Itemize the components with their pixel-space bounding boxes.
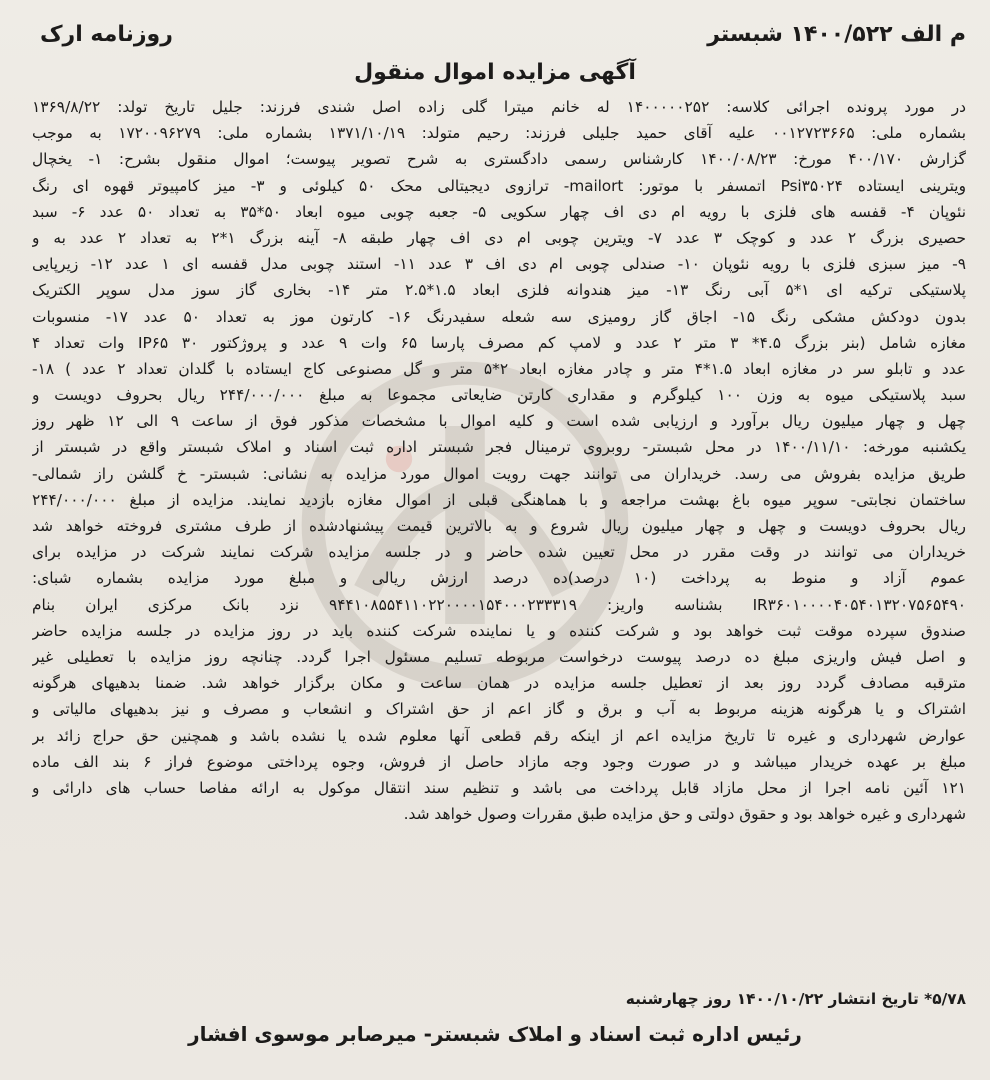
publish-date: ۵/۷۸* تاریخ انتشار ۱۴۰۰/۱۰/۲۲ روز چهارشنبه <box>625 990 966 1008</box>
body-line: اشتراک و یا هرگونه هزینه مربوط به آب و برق و گاز اعم از حق اشتراک و انشعاب و مصرف و نیز بدهیهای مالیاتی و <box>32 700 966 719</box>
newspaper-name: روزنامه ارک <box>40 22 173 47</box>
body-line: عموم آزاد و منوط به پرداخت (۱۰ درصد)ده درصد ارزش ریالی و مبلغ مورد مزایده بشماره شبای: <box>32 569 966 588</box>
body-line: و اصل فیش واریزی مبلغ ده درصد پیوست درخواست مربوطه تسلیم مسئول اجرا گردد. چنانچه روز مزایده با تعطیلی غیر <box>32 647 966 666</box>
body-line: مبلغ بر عهده خریدار میباشد و در صورت وجود وجه مازاد حاصل از فروش، وجوه پرداختی موضوع فراز ۶ بند الف ماده <box>32 752 966 771</box>
body-line: بدون دودکش مشکی رنگ ۱۵- اجاق گاز رومیزی سه شعله سفیدرنگ ۱۶- کارتون موز به تعداد ۵۰ عدد ۱۷- منسوبات <box>32 307 966 326</box>
body-line: بشماره ملی: ۰۰۱۲۷۲۳۶۶۵ علیه آقای حمید جلیلی فرزند: رحیم متولد: ۱۳۷۱/۱۰/۱۹ بشماره ملی: ۱۷۲۰۰۹۶۲۷۹ به موجب <box>32 124 966 143</box>
body-line: نئوپان ۴- قفسه های فلزی با رویه ام دی اف چهار سکویی ۵- جعبه چوبی میوه ابعاد ۵۰*۳۵ به تعداد ۵۰ عدد ۶- سبد <box>32 202 966 221</box>
notice-reference: م الف ۱۴۰۰/۵۲۲ شبستر <box>707 22 966 47</box>
body-line: ۹- میز سبزی فلزی با رویه نئوپان ۱۰- صندلی چوبی ام دی اف ۳ عدد ۱۱- استند چوبی مدل قفسه ای ۱ عدد ۱۲- زیرپایی <box>32 255 966 274</box>
body-line: حصیری بزرگ ۲ عدد و کوچک ۳ عدد ۷- ویترین چوبی ام دی اف چهار طبقه ۸- آینه بزرگ ۱*۲ به تعداد ۲ عدد به و <box>32 228 966 247</box>
body-line: مغازه شامل (بنر بزرگ ۴.۵* ۳ متر ۲ عدد و لامپ کم مصرف پارسا ۶۵ وات ۹ عدد و پروژکتور IP۶۵ ۳۰ وات تعداد ۴ <box>32 333 966 352</box>
body-line: سبد پلاستیکی میوه به وزن ۱۰۰ کیلوگرم و مقداری کارتن ضایعاتی مجموعا به مبلغ ۲۴۴/۰۰۰/۰۰۰ ریال بحروف دویست و <box>32 386 966 405</box>
body-line: یکشنبه مورخه: ۱۴۰۰/۱۱/۱۰ در محل شبستر- روبروی ترمینال فجر شبستر اداره ثبت اسناد و املاک شبستر واقع در شبستر از <box>32 438 966 457</box>
notice-title: آگهی مزایده اموال منقول <box>354 60 636 85</box>
body-line: چهل و چهار میلیون ریال برآورد و ارزیابی شده است و کلیه اموال با مشخصات مذکور فوق از ساعت ۹ الی ۱۲ ظهر روز <box>32 412 966 431</box>
body-line: ویترینی ایستاده Psi۳۵۰۲۴ اتمسفر با موتور: mailort- ترازوی دیجیتالی محک ۵۰ کیلوئی و ۳- میز کامپیوتر قهوه ای رنگ <box>32 176 966 195</box>
signature-line: رئیس اداره ثبت اسناد و املاک شبستر- میرصابر موسوی افشار <box>188 1022 802 1046</box>
body-line: شهرداری و غیره خواهد بود و حقوق دولتی و حق مزایده طبق مقررات وصول خواهد شد. <box>403 805 966 824</box>
body-line: خریداران می توانند در وقت مقرر در محل تعیین شده حاضر و در جلسه مزایده شرکت نمایند شرکت در مزایده برای <box>32 543 966 562</box>
body-line: عوارض شهرداری و غیره تا تاریخ مزایده اعم از اینکه رقم قطعی آنها معلوم شده یا نشده باشد و همچنین حق حراج زائد بر <box>32 726 966 745</box>
page-header <box>0 16 990 56</box>
body-line: ۱۲۱ آئین نامه اجرا از محل مازاد قابل پرداخت می باشد و تنظیم سند انتقال موکول به ارائه مفاصا حساب های دارائی و <box>32 778 966 797</box>
body-line: عدد و تابلو سر در مغازه ابعاد ۱.۵*۴ متر و چادر مغازه ابعاد ۲*۵ متر و گل مصنوعی کاج ایستاده با گلدان تعداد ۲ عدد ) ۱۸- <box>32 359 966 378</box>
body-line: پلاستیکی ترکیه ای ۱*۵ آبی رنگ ۱۳- میز هندوانه فلزی ابعاد ۱.۵*۲.۵ متر ۱۴- بخاری گاز سوز مدل سوپر الکتریک <box>32 281 966 300</box>
body-line: صندوق سپرده موقت ثبت خواهد بود و شرکت کننده و یا نماینده شرکت کننده باید در روز مزایده در جلسه مزایده حاضر <box>32 621 966 640</box>
notice-body <box>32 94 966 827</box>
body-line: در مورد پرونده اجرائی کلاسه: ۱۴۰۰۰۰۰۲۵۲ له خانم میترا گلی زاده اصل شندی فرزند: جلیل تاریخ تولد: ۱۳۶۹/۸/۲۲ <box>32 98 966 116</box>
body-line: ریال بحروف دویست و چهل و چهار میلیون ریال شروع و به بالاترین قیمت پیشنهادشده از طرف مشتری فروخته خواهد شد <box>32 517 966 535</box>
body-line: طریق مزایده بفروش می رسد. خریداران می توانند جهت رویت اموال مورد مزایده به نشانی: شبستر- خ گلشن راز شمالی- <box>32 464 966 483</box>
body-line: ساختمان نجابتی- سوپر میوه باغ بهشت مراجعه و با هماهنگی قبلی از اموال مغازه بازدید نمایند. مزایده از مبلغ ۲۴۴/۰۰۰/۰۰۰ <box>32 490 966 509</box>
body-line: IR۳۶۰۱۰۰۰۰۴۰۵۴۰۱۳۲۰۷۵۶۵۴۹۰ بشناسه واریز: ۹۴۴۱۰۸۵۵۴۱۱۰۲۲۰۰۰۰۱۵۴۰۰۰۲۳۳۳۱۹ نزد بانک مرکزی ایران بنام <box>32 595 966 614</box>
body-line: گزارش ۴۰۰/۱۷۰ مورخ: ۱۴۰۰/۰۸/۲۳ کارشناس رسمی دادگستری به شرح تصویر پیوست؛ اموال منقول بشرح: ۱- یخچال <box>32 150 966 169</box>
body-line: مترقبه مصادف گردد روز بعد از تعطیل جلسه مزایده در همان ساعت و مکان برگزار خواهد شد. ضمنا بدهیهای هرگونه <box>32 674 966 693</box>
